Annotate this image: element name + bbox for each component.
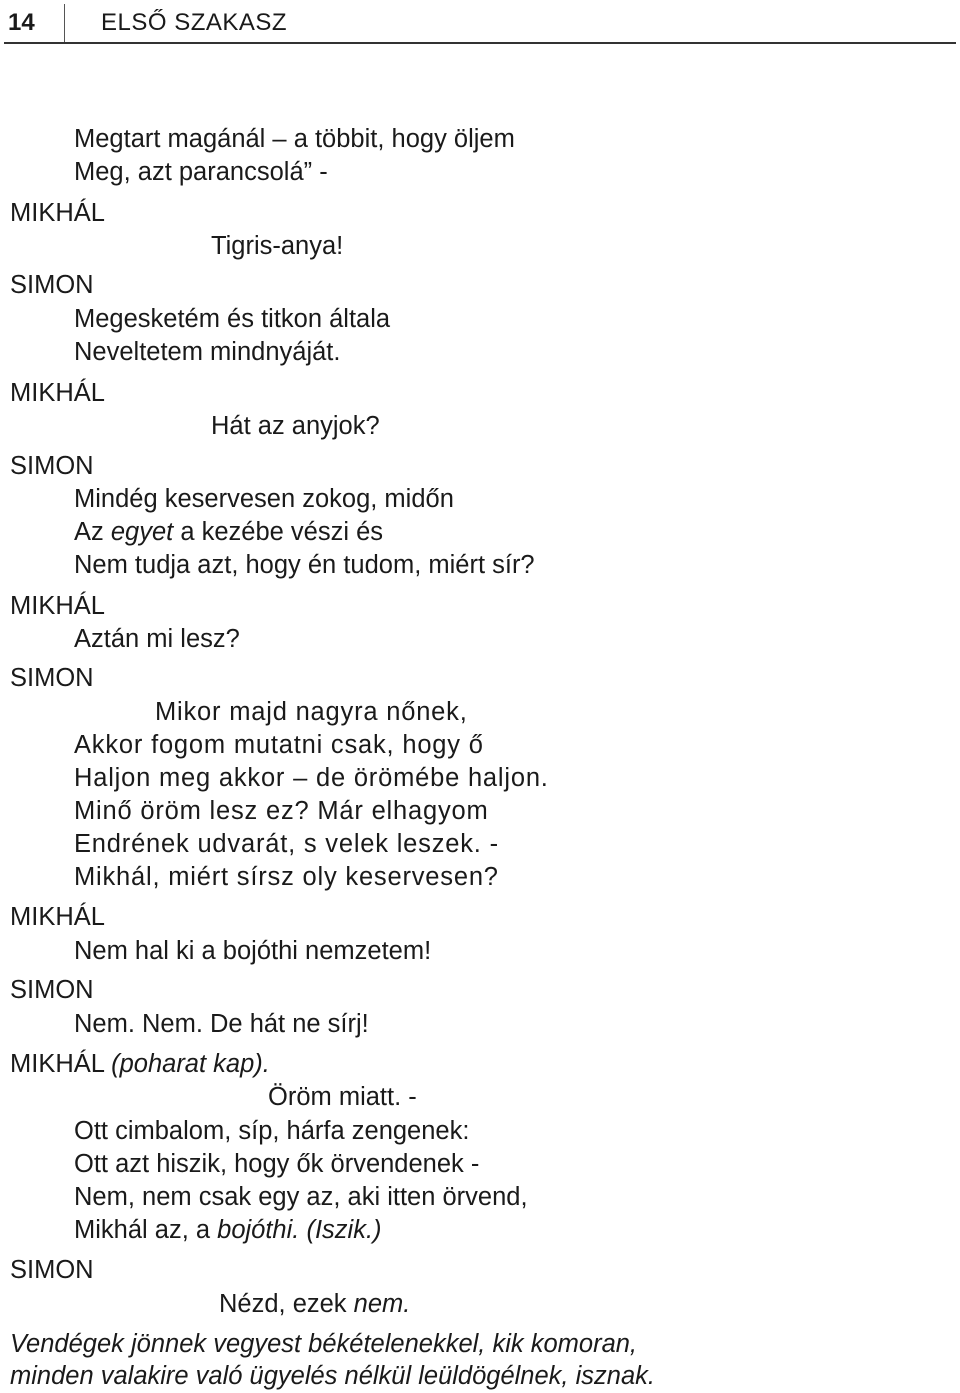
page-number: 14 bbox=[8, 9, 35, 36]
text-run: Az bbox=[74, 518, 111, 546]
verse-line: Nem hal ki a bojóthi nemzetem! bbox=[74, 937, 432, 965]
verse-line: Mikor majd nagyra nőnek, bbox=[155, 698, 468, 726]
verse-line bbox=[74, 1215, 382, 1245]
verse-line: Mikhál, miért sírsz oly keservesen? bbox=[74, 863, 499, 891]
verse-line: Öröm miatt. - bbox=[268, 1083, 417, 1111]
verse-line: Neveltetem mindnyáját. bbox=[74, 338, 341, 366]
speaker-name: MIKHÁL bbox=[10, 1050, 112, 1078]
stage-direction: Vendégek jönnek vegyest békételenekkel, kik komoran, bbox=[10, 1330, 638, 1358]
verse-line: Hát az anyjok? bbox=[211, 412, 380, 440]
text-run: a kezébe vészi és bbox=[173, 518, 384, 546]
verse-line: Endrének udvarát, s velek leszek. - bbox=[74, 830, 499, 858]
speaker-name: MIKHÁL bbox=[10, 199, 105, 227]
verse-line: Nem, nem csak egy az, aki itten örvend, bbox=[74, 1183, 528, 1211]
verse-line: Ott cimbalom, síp, hárfa zengenek: bbox=[74, 1117, 470, 1145]
header-divider bbox=[64, 4, 65, 42]
section-title: ELSŐ SZAKASZ bbox=[101, 9, 288, 36]
speaker-with-stage-direction bbox=[10, 1049, 270, 1079]
stage-direction: minden valakire való ügyelés nélkül leüldögélnek, isznak. bbox=[10, 1362, 655, 1390]
verse-line: Tigris-anya! bbox=[211, 232, 344, 260]
text-run: Mikhál az, a bbox=[74, 1216, 218, 1244]
verse-line bbox=[74, 517, 383, 547]
verse-line: Meg, azt parancsolá” - bbox=[74, 158, 328, 186]
verse-line: Nem. Nem. De hát ne sírj! bbox=[74, 1010, 369, 1038]
verse-line: Minő öröm lesz ez? Már elhagyom bbox=[74, 797, 489, 825]
speaker-name: SIMON bbox=[10, 452, 94, 480]
text-run-italic: egyet bbox=[110, 518, 174, 546]
verse-line bbox=[219, 1289, 410, 1319]
header-rule bbox=[4, 42, 956, 44]
verse-line: Akkor fogom mutatni csak, hogy ő bbox=[74, 731, 484, 759]
verse-line: Nem tudja azt, hogy én tudom, miért sír? bbox=[74, 551, 535, 579]
text-run-italic: nem. bbox=[353, 1290, 411, 1318]
speaker-name: SIMON bbox=[10, 1256, 94, 1284]
verse-line: Megtart magánál – a többit, hogy öljem bbox=[74, 125, 515, 153]
text-run: Nézd, ezek bbox=[219, 1290, 354, 1318]
verse-line: Aztán mi lesz? bbox=[74, 625, 240, 653]
speaker-name: SIMON bbox=[10, 271, 94, 299]
text-run-italic: bojóthi. (Iszik.) bbox=[217, 1216, 382, 1244]
verse-line: Mindég keservesen zokog, midőn bbox=[74, 485, 454, 513]
speaker-name: MIKHÁL bbox=[10, 903, 105, 931]
verse-line: Haljon meg akkor – de örömébe haljon. bbox=[74, 764, 549, 792]
speaker-name: MIKHÁL bbox=[10, 592, 105, 620]
running-header bbox=[0, 0, 956, 44]
verse-line: Ott azt hiszik, hogy ők örvendenek - bbox=[74, 1150, 480, 1178]
speaker-name: SIMON bbox=[10, 976, 94, 1004]
verse-line: Megesketém és titkon általa bbox=[74, 305, 391, 333]
speaker-name: SIMON bbox=[10, 664, 94, 692]
stage-direction: (poharat kap). bbox=[111, 1050, 270, 1078]
speaker-name: MIKHÁL bbox=[10, 379, 105, 407]
